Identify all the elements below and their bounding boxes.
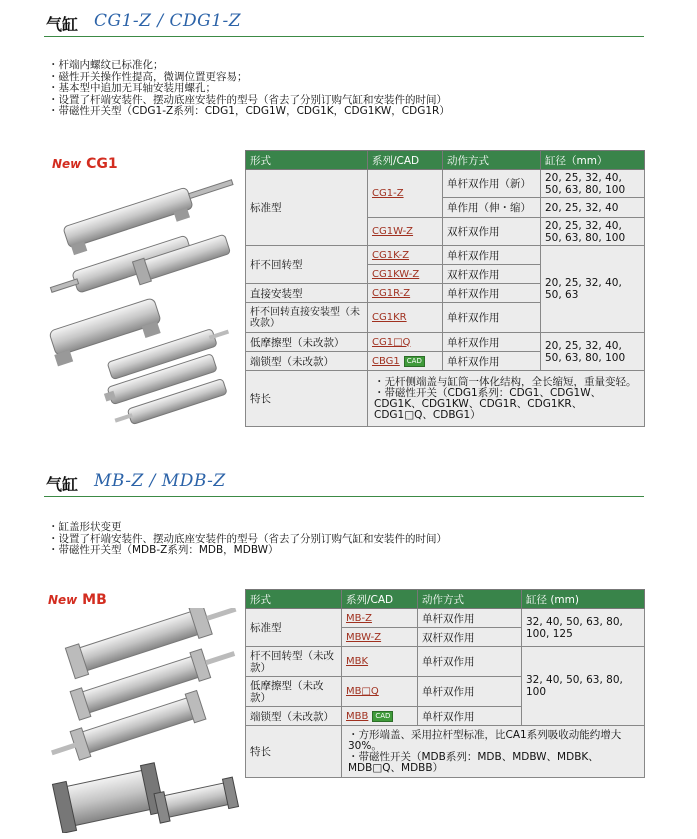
section-title-model: CG1-Z / CDG1-Z — [94, 11, 242, 31]
type-cell: 标准型 — [246, 170, 368, 246]
table-row — [246, 609, 645, 628]
bore-cell: 20, 25, 32, 40 — [541, 198, 645, 218]
feature-label: 特长 — [246, 371, 368, 427]
bullet-item: ・设置了杆端安装件、摆动底座安装件的型号（省去了分别订购气缸和安装件的时间） — [48, 93, 447, 106]
table-header-row — [246, 590, 645, 609]
bore-cell: 32, 40, 50, 63, 80, 100 — [522, 647, 645, 726]
bore-cell: 20, 25, 32, 40, 50, 63 — [541, 246, 645, 333]
series-link[interactable]: CG1KR — [368, 303, 443, 333]
type-cell: 端锁型（未改款） — [246, 352, 368, 371]
col-header: 系列/CAD — [368, 151, 443, 170]
mb-spec-table — [245, 589, 645, 778]
action-cell: 单杆双作用 — [443, 333, 541, 352]
action-cell: 双杆双作用 — [443, 265, 541, 284]
cad-badge[interactable]: CAD — [404, 356, 425, 367]
feature-item: ・方形端盖、采用拉杆型标准，比CA1系列吸收动能约增大30%。 — [348, 728, 622, 752]
series-cell — [368, 352, 443, 371]
series-link[interactable]: MB-Z — [342, 609, 418, 628]
type-cell: 直接安装型 — [246, 284, 368, 303]
col-header: 缸径（mm） — [541, 151, 645, 170]
action-cell: 双杆双作用 — [443, 218, 541, 246]
action-cell: 单杆双作用 — [418, 707, 522, 726]
series-link[interactable]: MBK — [342, 647, 418, 677]
section-title-cn: 气缸 — [46, 15, 79, 34]
series-link[interactable]: CG1KW-Z — [368, 265, 443, 284]
table-row — [246, 246, 645, 265]
col-header: 形式 — [246, 151, 368, 170]
type-cell: 杆不回转型 — [246, 246, 368, 284]
type-cell: 标准型 — [246, 609, 342, 647]
bullet-item: ・磁性开关操作性提高，微调位置更容易； — [48, 70, 248, 83]
action-cell: 单杆双作用 — [443, 284, 541, 303]
bore-cell: 20, 25, 32, 40, 50, 63, 80, 100 — [541, 170, 645, 198]
feature-item: ・无杆侧端盖与缸筒一体化结构，全长缩短，重量变轻。 — [374, 375, 637, 388]
bullet-item: ・杆端内螺纹已标准化； — [48, 59, 164, 71]
bore-cell: 32, 40, 50, 63, 80, 100, 125 — [522, 609, 645, 647]
action-cell: 单杆双作用 — [418, 647, 522, 677]
type-cell: 杆不回转型（未改款） — [246, 647, 342, 677]
series-link[interactable]: CBG1 — [372, 356, 400, 367]
section-title-model: MB-Z / MDB-Z — [94, 471, 226, 491]
mb-bullet-list — [48, 522, 447, 557]
action-cell: 单杆双作用 — [443, 303, 541, 333]
bore-cell: 20, 25, 32, 40, 50, 63, 80, 100 — [541, 333, 645, 371]
cad-badge[interactable]: CAD — [372, 711, 393, 722]
bullet-item: ・缸盖形状变更 — [48, 521, 122, 533]
cg1-spec-table — [245, 150, 645, 427]
feature-item: ・带磁性开关（CDG1系列：CDG1、CDG1W、CDG1K、CDG1KW、CDG1R、CDG1KR、CDG1□Q、CDBG1） — [374, 386, 602, 421]
type-cell: 低摩擦型（未改款） — [246, 677, 342, 707]
col-header: 形式 — [246, 590, 342, 609]
cg1-bullet-list — [48, 60, 450, 118]
cg1-cylinder-image — [42, 172, 242, 432]
series-link[interactable]: CG1W-Z — [368, 218, 443, 246]
action-cell: 单杆双作用 — [443, 246, 541, 265]
new-cg1-label: New CG1 — [52, 156, 118, 172]
type-cell: 杆不回转直接安装型（未改款） — [246, 303, 368, 333]
bullet-item: ・带磁性开关型（MDB-Z系列：MDB，MDBW） — [48, 544, 279, 556]
feature-label: 特长 — [246, 726, 342, 778]
type-cell: 低摩擦型（未改款） — [246, 333, 368, 352]
action-cell: 单杆双作用 — [443, 352, 541, 371]
section-title-cn: 气缸 — [46, 475, 79, 494]
bullet-item: ・带磁性开关型（CDG1-Z系列：CDG1，CDG1W，CDG1K，CDG1KW，CDG1R） — [48, 105, 450, 117]
table-row — [246, 333, 645, 352]
col-header: 缸径 (mm) — [522, 590, 645, 609]
section-mb-header — [44, 468, 644, 497]
series-link[interactable]: MB□Q — [342, 677, 418, 707]
mb-cylinder-image — [42, 608, 242, 833]
action-cell: 单作用（伸・缩） — [443, 198, 541, 218]
type-cell: 端锁型（未改款） — [246, 707, 342, 726]
bore-cell: 20, 25, 32, 40, 50, 63, 80, 100 — [541, 218, 645, 246]
bullet-item: ・设置了杆端安装件、摆动底座安装件的型号（省去了分别订购气缸和安装件的时间） — [48, 532, 447, 545]
table-row — [246, 647, 645, 677]
feature-item: ・带磁性开关（MDB系列：MDB、MDBW、MDBK、MDB□Q、MDBB） — [348, 750, 599, 774]
col-header: 动作方式 — [418, 590, 522, 609]
action-cell: 单杆双作用 — [418, 609, 522, 628]
table-header-row — [246, 151, 645, 170]
series-link[interactable]: MBW-Z — [342, 628, 418, 647]
action-cell: 单杆双作用 — [418, 677, 522, 707]
table-row — [246, 726, 645, 778]
col-header: 系列/CAD — [342, 590, 418, 609]
series-link[interactable]: CG1K-Z — [368, 246, 443, 265]
new-mb-label: New MB — [48, 592, 107, 608]
action-cell: 单杆双作用（新） — [443, 170, 541, 198]
bullet-item: ・基本型中追加无耳轴安装用螺孔； — [48, 82, 216, 94]
feature-cell — [368, 371, 645, 427]
series-link[interactable]: MBB — [346, 711, 369, 722]
table-row — [246, 170, 645, 198]
series-link[interactable]: CG1R-Z — [368, 284, 443, 303]
action-cell: 双杆双作用 — [418, 628, 522, 647]
col-header: 动作方式 — [443, 151, 541, 170]
series-link[interactable]: CG1-Z — [368, 170, 443, 218]
feature-cell — [342, 726, 645, 778]
section-cg1-header — [44, 8, 644, 37]
series-link[interactable]: CG1□Q — [368, 333, 443, 352]
series-cell — [342, 707, 418, 726]
table-row — [246, 371, 645, 427]
